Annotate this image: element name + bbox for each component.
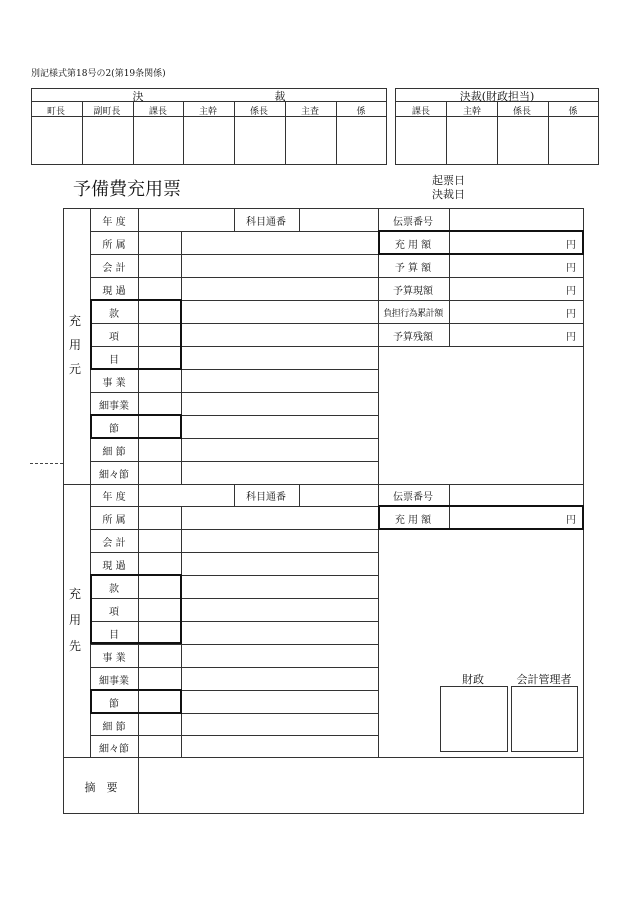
source-budget-amount-unit: 円 (566, 263, 576, 274)
destination-row-account: 会 計 (102, 538, 126, 549)
destination-side-char-1: 充 (69, 587, 82, 601)
signature-accounting-manager-label: 会計管理者 (516, 673, 572, 686)
signature-finance-label: 財政 (462, 673, 484, 686)
source-row-fiscal-year: 年 度 (102, 217, 126, 228)
source-remaining-budget-unit: 円 (566, 332, 576, 343)
signature-finance-box (440, 686, 508, 752)
approval-title-right: 裁 (274, 90, 286, 103)
source-row-item: 項 (109, 332, 119, 343)
source-side-char-3: 元 (69, 362, 82, 376)
source-row-account: 会 計 (102, 263, 126, 274)
destination-row-department: 所 属 (102, 515, 126, 526)
source-obligation-total-unit: 円 (566, 309, 576, 320)
decision-date-label: 決裁日 (432, 188, 465, 201)
destination-row-item: 項 (109, 607, 119, 618)
signature-accounting-manager-box (511, 686, 578, 752)
destination-row-subitem: 目 (109, 630, 119, 641)
approval-role-mayor: 町長 (46, 107, 66, 117)
source-row-project: 事 業 (102, 378, 126, 389)
destination-transfer-amount-label: 充 用 額 (394, 515, 432, 526)
destination-subject-code-label: 科目通番 (246, 492, 286, 503)
source-row-section: 款 (109, 309, 119, 320)
destination-row-fiscal-year: 年 度 (102, 492, 126, 503)
approval-role-staff: 係 (356, 107, 366, 117)
source-remaining-budget-label: 予算残額 (393, 332, 433, 343)
form-id: 別記様式第18号の2(第19条関係) (31, 69, 166, 79)
destination-row-section: 款 (109, 584, 119, 595)
source-current-budget-label: 予算現額 (393, 286, 433, 297)
finance-role-director: 主幹 (462, 107, 482, 117)
approval-role-subsection-chief: 係長 (249, 107, 269, 117)
source-row-subitem: 目 (109, 355, 119, 366)
source-budget-amount-label: 予 算 額 (394, 263, 432, 274)
approval-role-senior-staff: 主査 (300, 107, 320, 117)
destination-side-char-3: 先 (69, 639, 82, 653)
destination-row-subsection: 細 節 (102, 722, 126, 733)
approval-role-deputy-mayor: 副町長 (93, 107, 121, 117)
source-row-subproject: 細事業 (99, 401, 129, 412)
source-row-subsection: 細 節 (102, 447, 126, 458)
summary-label: 摘 要 (84, 781, 118, 794)
source-transfer-amount-label: 充 用 額 (394, 240, 432, 251)
finance-role-staff: 係 (568, 107, 578, 117)
finance-role-section-chief: 課長 (411, 107, 431, 117)
source-current-budget-unit: 円 (566, 286, 576, 297)
source-row-section-code: 節 (109, 424, 119, 435)
destination-side-char-2: 用 (69, 613, 82, 627)
source-slip-number-label: 伝票番号 (393, 217, 433, 228)
finance-role-subsection-chief: 係長 (512, 107, 532, 117)
approval-role-section-chief: 課長 (148, 107, 168, 117)
draft-date-label: 起票日 (432, 174, 465, 187)
source-row-sub-subsection: 細々節 (99, 470, 129, 481)
finance-approval-title: 決裁(財政担当) (459, 90, 535, 103)
source-subject-code-label: 科目通番 (246, 217, 286, 228)
approval-role-director: 主幹 (198, 107, 218, 117)
source-transfer-amount-unit: 円 (566, 240, 576, 251)
source-side-char-2: 用 (69, 338, 82, 352)
page-title: 予備費充用票 (73, 179, 181, 200)
source-obligation-total-label: 負担行為累計額 (383, 309, 443, 319)
destination-slip-number-label: 伝票番号 (393, 492, 433, 503)
approval-title-left: 決 (132, 90, 144, 103)
destination-row-project: 事 業 (102, 653, 126, 664)
destination-row-current-past: 現 過 (102, 561, 126, 572)
destination-row-subproject: 細事業 (99, 676, 129, 687)
source-side-char-1: 充 (69, 314, 82, 328)
source-row-department: 所 属 (102, 240, 126, 251)
destination-row-section-code: 節 (109, 699, 119, 710)
destination-transfer-amount-unit: 円 (566, 515, 576, 526)
source-row-current-past: 現 過 (102, 286, 126, 297)
destination-row-sub-subsection: 細々節 (99, 744, 129, 755)
